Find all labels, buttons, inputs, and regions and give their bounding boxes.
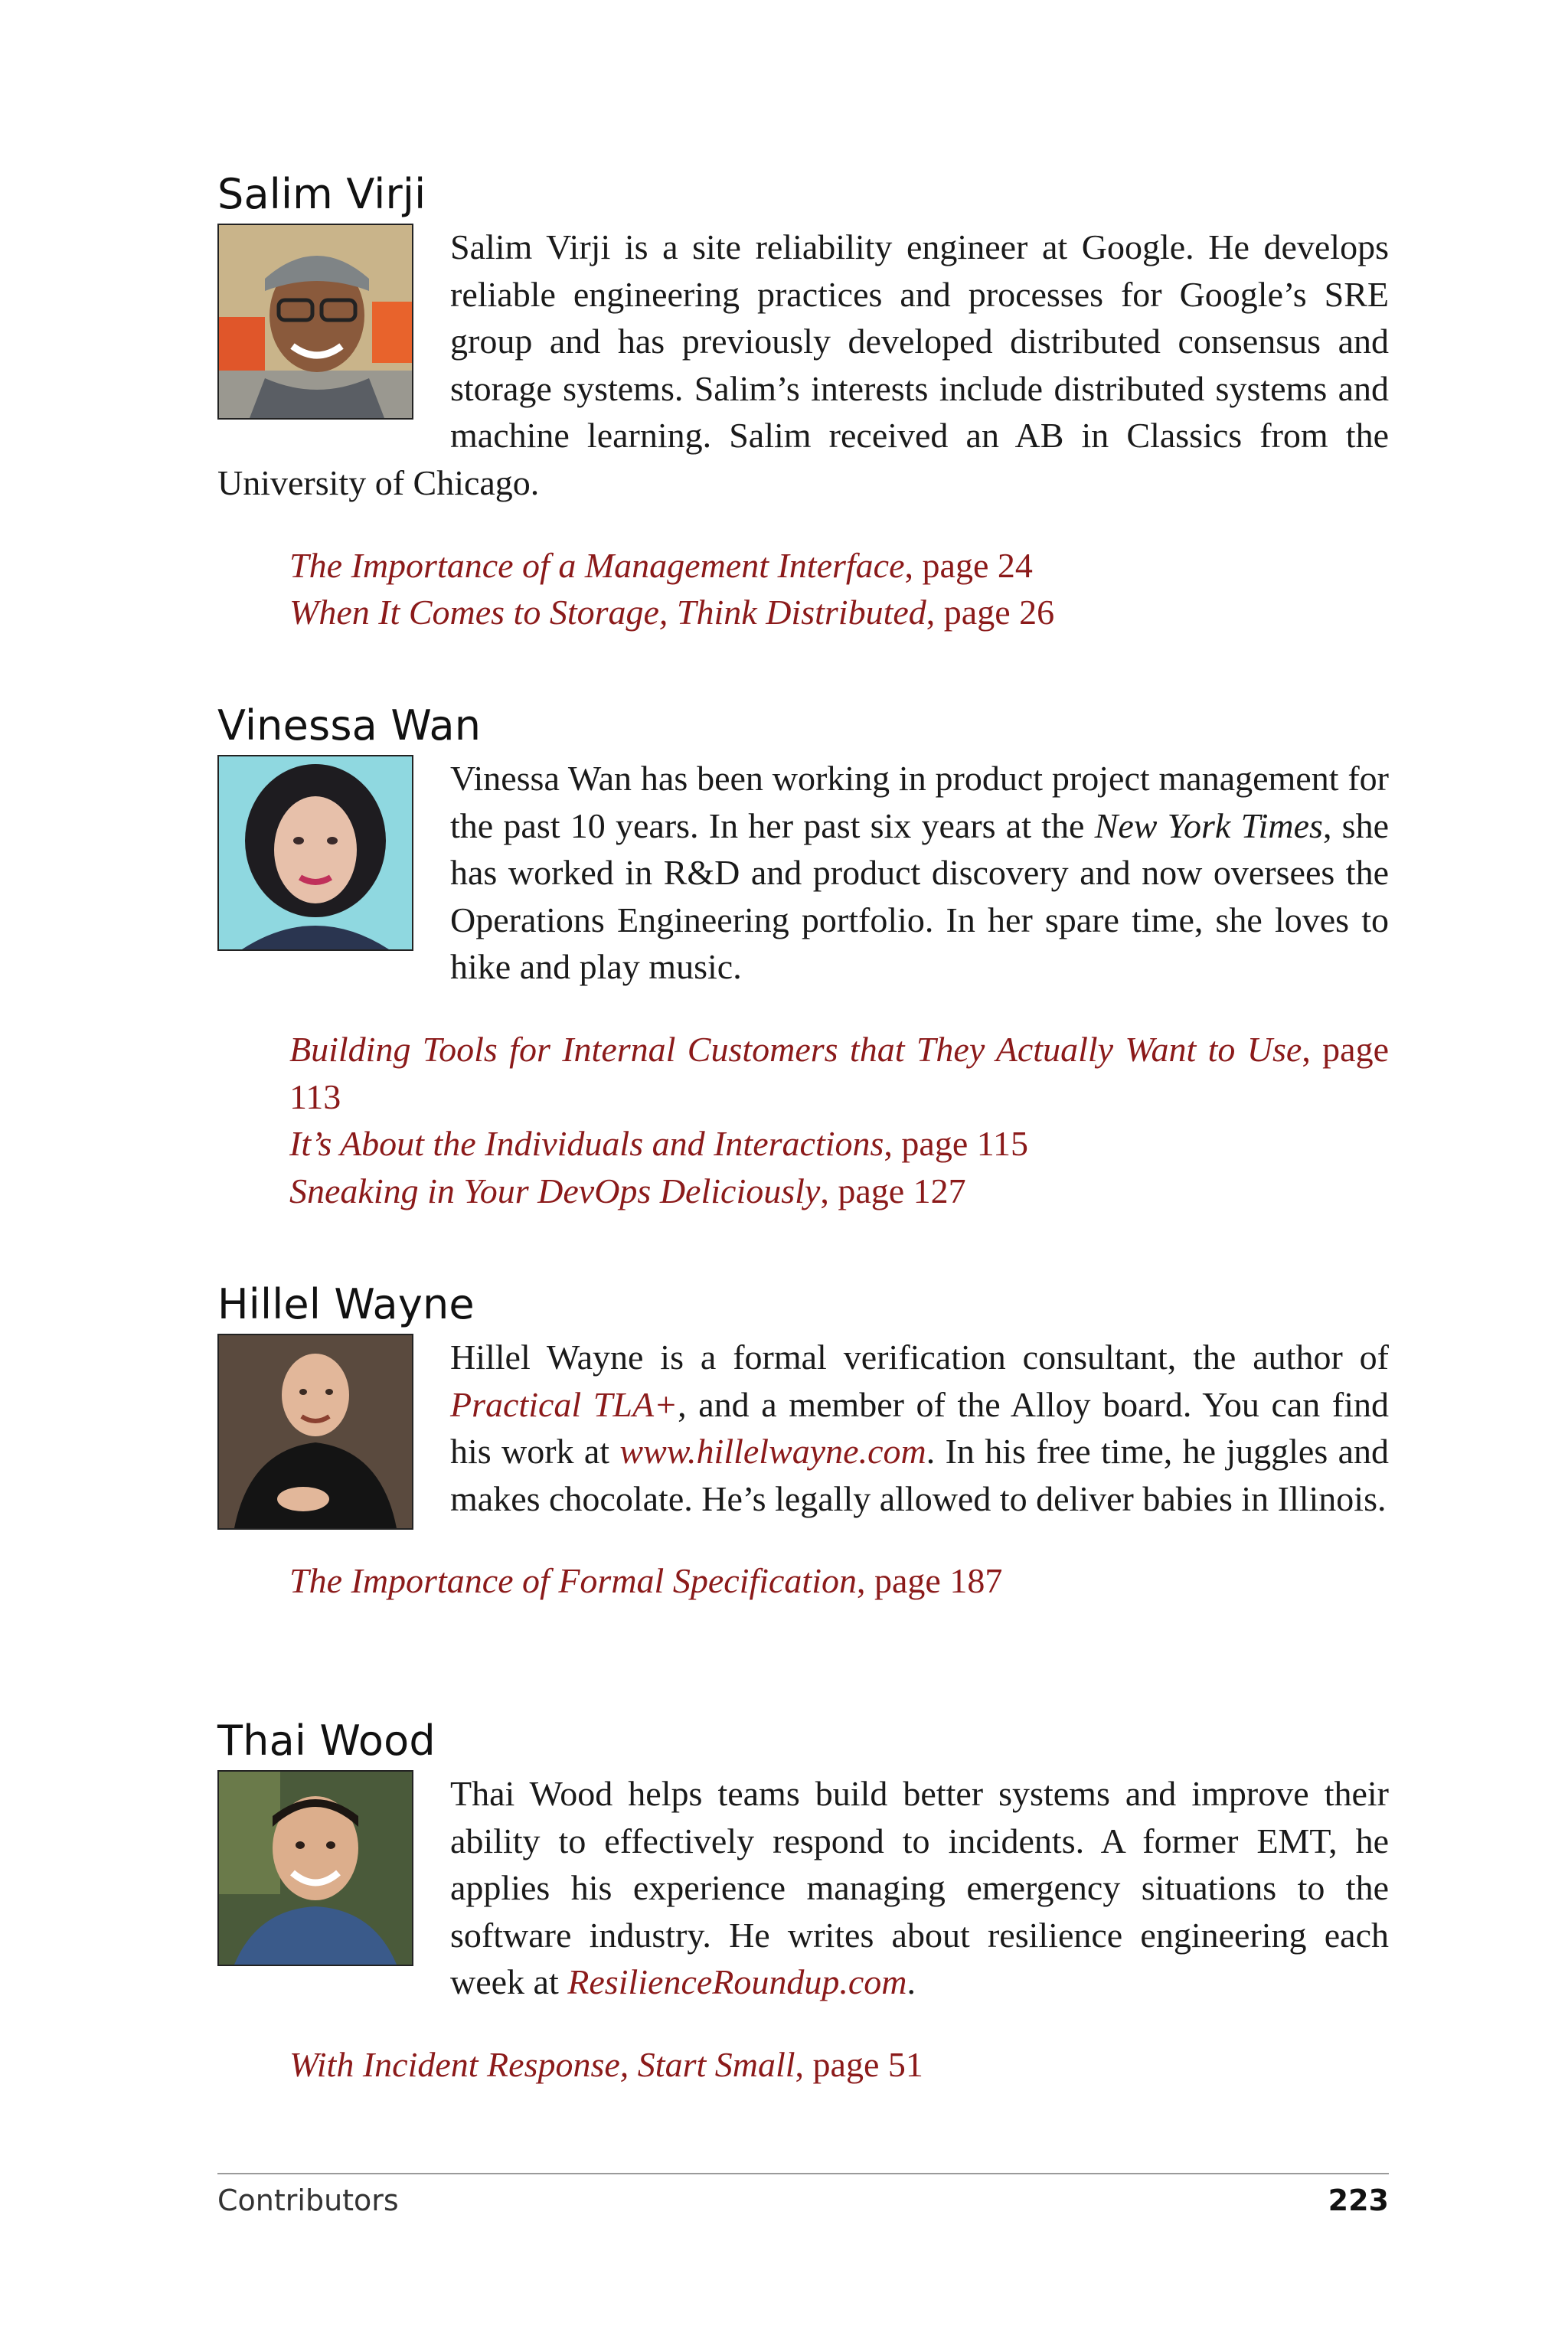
book-page <box>217 0 1389 2352</box>
article-link[interactable] <box>289 1168 1389 1215</box>
website-link[interactable]: www.hillelwayne.com <box>619 1432 926 1472</box>
article-page: , page 24 <box>904 545 1033 585</box>
footer-divider <box>217 2173 1389 2174</box>
article-link[interactable] <box>289 1026 1389 1120</box>
article-link[interactable] <box>289 589 1389 636</box>
book-link[interactable]: Practical TLA+ <box>450 1384 678 1424</box>
article-link[interactable] <box>289 1557 1389 1605</box>
bio-text: Salim Virji is a site reliability engineer at Google. He develops reliable engineering practices and processes for Google’s SRE group and has previously developed distributed consensus and storage systems. Salim’s interests include distributed systems and machine learning. Salim received an AB in Classics from the University of Chicago. <box>217 227 1389 502</box>
contributor-photo <box>217 1770 413 1966</box>
contributor-photo <box>217 224 413 420</box>
article-title[interactable]: With Incident Response, Start Small <box>289 2044 795 2084</box>
footer-section-title: Contributors <box>217 2184 399 2217</box>
article-link[interactable] <box>289 2041 1389 2089</box>
article-title[interactable]: The Importance of Formal Specification <box>289 1561 857 1601</box>
bio-text: Vinessa Wan has been working in product project management for the past 10 years. In her past six years at the <box>450 759 1389 845</box>
contributor-name: Thai Wood <box>217 1717 436 1765</box>
article-page: , page 26 <box>926 593 1055 632</box>
article-title[interactable]: Building Tools for Internal Customers that They Actually Want to Use <box>289 1029 1302 1069</box>
article-title[interactable]: When It Comes to Storage, Think Distributed <box>289 593 926 632</box>
website-link[interactable]: ResilienceRoundup.com <box>567 1962 907 2002</box>
article-page: , page 115 <box>884 1124 1029 1164</box>
bio-text: . In his free time, he juggles and makes chocolate. He’s legally allowed to deliver babies in Illinois. <box>450 1432 1389 1518</box>
article-list <box>217 1557 1389 1605</box>
article-title[interactable]: It’s About the Individuals and Interactions <box>289 1124 884 1164</box>
contributor-name: Salim Virji <box>217 170 426 218</box>
page-number: 223 <box>1328 2184 1389 2217</box>
article-page: , page 127 <box>820 1171 966 1210</box>
article-list <box>217 542 1389 636</box>
contributor-photo <box>217 1334 413 1530</box>
contributor-photo <box>217 755 413 951</box>
contributor-vinessa-wan <box>217 697 1389 1214</box>
bio-text: Thai Wood helps teams build better systems and improve their ability to effectively respond to incidents. A former EMT, he applies his experience managing emergency situations to the software industry. He writes about resilience engineering each week at <box>450 1774 1389 2002</box>
article-list <box>217 1026 1389 1214</box>
contributor-salim-virji <box>217 165 1389 636</box>
bio-text: , she has worked in R&D and product discovery and now oversees the Operations Engineering portfolio. In her spare time, she loves to hike and play music. <box>450 805 1389 987</box>
contributor-hillel-wayne <box>217 1276 1389 1605</box>
contributor-name: Hillel Wayne <box>217 1280 475 1328</box>
bio-publication: New York Times <box>1094 805 1323 845</box>
contributor-thai-wood <box>217 1712 1389 2089</box>
bio-text: Hillel Wayne is a formal verification consultant, the author of <box>450 1338 1389 1377</box>
bio-text: , and a member of the Alloy board. You can find his work at <box>450 1384 1389 1472</box>
article-link[interactable] <box>289 542 1389 590</box>
article-page: , page 187 <box>857 1561 1003 1601</box>
article-list <box>217 2041 1389 2089</box>
article-link[interactable] <box>289 1120 1389 1168</box>
article-title[interactable]: The Importance of a Management Interface <box>289 545 905 585</box>
article-page: , page 113 <box>289 1029 1389 1116</box>
article-title[interactable]: Sneaking in Your DevOps Deliciously <box>289 1171 821 1210</box>
bio-text: . <box>906 1962 916 2002</box>
contributor-name: Vinessa Wan <box>217 701 482 750</box>
article-page: , page 51 <box>795 2044 923 2084</box>
